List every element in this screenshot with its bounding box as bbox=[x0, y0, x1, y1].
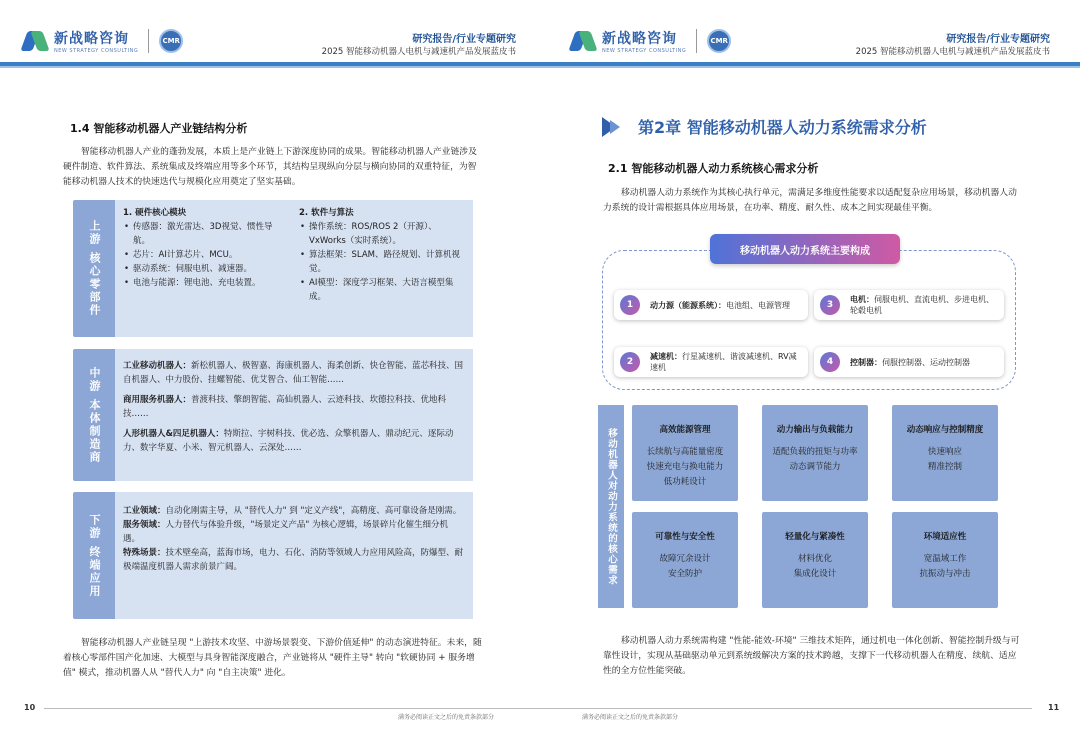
cmr-badge-icon: CMR bbox=[159, 29, 183, 53]
header-subtitle: 2025 智能移动机器人电机与减速机产品发展蓝皮书 bbox=[321, 47, 516, 57]
list-item: • 驱动系统：伺服电机、减速器。 bbox=[123, 262, 289, 276]
downstream-body bbox=[115, 492, 473, 619]
right-page bbox=[540, 0, 1080, 732]
header-title: 研究报告/行业专题研究 bbox=[412, 34, 516, 45]
number-badge: 3 bbox=[820, 295, 840, 315]
logo-mark-icon bbox=[572, 31, 596, 51]
logo-divider bbox=[148, 29, 149, 53]
midstream-body bbox=[115, 349, 473, 481]
downstream-line: 工业领域：自动化刚需主导，从 "替代人力" 到 "定义产线"，高精度、高可靠设备是刚需。 bbox=[123, 506, 462, 516]
downstream-label: 下游 终端应用 bbox=[88, 513, 101, 598]
cmr-badge-icon: CMR bbox=[707, 29, 731, 53]
header-bar-light bbox=[0, 66, 540, 68]
list-item: • AI模型：深度学习框架、大语言模型集成。 bbox=[299, 276, 465, 304]
page-number: 11 bbox=[1048, 703, 1060, 712]
component-power-source: 1 动力源（能源系统）：电池组、电源管理 bbox=[614, 290, 808, 320]
logo-divider bbox=[696, 29, 697, 53]
card-title: 环境适应性 bbox=[923, 532, 967, 542]
card-title: 可靠性与安全性 bbox=[655, 532, 715, 542]
list-item: • 算法框架：SLAM、路径规划、计算机视觉。 bbox=[299, 248, 465, 276]
need-card: 环境适应性 宽温域工作 抗振动与冲击 bbox=[892, 512, 998, 608]
need-card: 动态响应与控制精度 快速响应 精准控制 bbox=[892, 405, 998, 501]
core-needs-label: 移动机器人对动力系统的核心需求 bbox=[598, 405, 624, 608]
conclusion-paragraph: 移动机器人动力系统需构建 "性能-能效-环境" 三维技术矩阵，通过机电一体化创新、智能控制升级与可靠性设计，实现从基础驱动单元到系统级解决方案的技术跨越，支撑下一代移动机器人在精度、续航、适应性的全方位性能突破。 bbox=[603, 636, 1020, 676]
number-badge: 2 bbox=[620, 352, 640, 372]
downstream-line: 服务领域：人力替代与体验升级，"场景定义产品" 为核心逻辑，场景碎片化催生细分机遇。 bbox=[123, 520, 449, 544]
need-card: 轻量化与紧凑性 材料优化 集成化设计 bbox=[762, 512, 868, 608]
intro-paragraph: 移动机器人动力系统作为其核心执行单元，需满足多维度性能要求以适配复杂应用场景，移动机器人动力系统的设计需根据具体应用场景，在功率、精度、耐久性、成本之间实现最佳平衡。 bbox=[603, 188, 1017, 213]
need-card: 高效能源管理 长续航与高能量密度 快速充电与换电能力 低功耗设计 bbox=[632, 405, 738, 501]
logo-subtext: NEW STRATEGY CONSULTING bbox=[54, 48, 139, 54]
logo-mark-icon bbox=[24, 31, 48, 51]
footnote: 满务必阅读正文之后的免责条款部分 bbox=[582, 714, 679, 721]
downstream-line: 特殊场景：技术壁垒高，蓝海市场，电力、石化、消防等领域人力应用风险高，防爆型、耐极端温度机器人需求前景广阔。 bbox=[123, 548, 464, 572]
section-title: 2.1 智能移动机器人动力系统核心需求分析 bbox=[608, 162, 819, 175]
header-subtitle: 2025 智能移动机器人电机与减速机产品发展蓝皮书 bbox=[855, 47, 1050, 57]
need-card: 可靠性与安全性 故障冗余设计 安全防护 bbox=[632, 512, 738, 608]
component-reducer: 2 减速机：行星减速机、谐波减速机、RV减速机 bbox=[614, 347, 808, 377]
card-title: 轻量化与紧凑性 bbox=[785, 532, 845, 542]
list-item: • 电池与能源：锂电池、充电装置。 bbox=[123, 276, 289, 290]
component-motor: 3 电机：伺服电机、直流电机、步进电机、轮毂电机 bbox=[814, 290, 1004, 320]
software-heading: 2. 软件与算法 bbox=[299, 208, 354, 218]
chapter-heading bbox=[602, 115, 927, 138]
number-badge: 1 bbox=[620, 295, 640, 315]
header-bar-light bbox=[540, 66, 1080, 68]
midstream-line: 人形机器人&四足机器人：特斯拉、宇树科技、优必选、众擎机器人、鼎动纪元、逐际动力、数字华夏、小米、智元机器人、云深处…… bbox=[123, 429, 454, 453]
midstream-line: 商用服务机器人：普渡科技、擎朗智能、高仙机器人、云迹科技、坎德拉科技、优地科技…… bbox=[123, 395, 447, 419]
footer-divider bbox=[540, 708, 1032, 709]
intro-paragraph: 智能移动机器人产业的蓬勃发展，本质上是产业链上下游深度协同的成果。智能移动机器人产业链涉及硬件制造、软件算法、系统集成及终端应用等多个环节，其结构呈现纵向分层与横向协同的双重特征，为智能移动机器人技术的快速迭代与规模化应用奠定了坚实基础。 bbox=[63, 147, 477, 187]
hardware-heading: 1. 硬件核心模块 bbox=[123, 208, 187, 218]
card-title: 高效能源管理 bbox=[659, 425, 711, 435]
logo-text: 新战略咨询 bbox=[602, 31, 677, 47]
midstream-label: 中游 本体制造商 bbox=[88, 366, 101, 464]
list-item: • 传感器：激光雷达、3D视觉、惯性导航。 bbox=[123, 220, 289, 248]
midstream-row bbox=[73, 349, 473, 481]
list-item: • 操作系统：ROS/ROS 2（开源）、VxWorks（实时系统）。 bbox=[299, 220, 465, 248]
logo-subtext: NEW STRATEGY CONSULTING bbox=[602, 48, 687, 54]
upstream-body bbox=[115, 200, 473, 337]
footer-divider bbox=[44, 708, 540, 709]
page-number: 10 bbox=[24, 703, 36, 712]
upstream-label: 上游 核心零部件 bbox=[88, 220, 101, 317]
footnote: 满务必阅读正文之后的免责条款部分 bbox=[398, 714, 495, 721]
card-title: 动态响应与控制精度 bbox=[906, 425, 984, 435]
need-card: 动力输出与负载能力 适配负载的扭矩与功率 动态调节能力 bbox=[762, 405, 868, 501]
downstream-row bbox=[73, 492, 473, 619]
brand-logo bbox=[24, 28, 183, 54]
brand-logo bbox=[572, 28, 731, 54]
midstream-line: 工业移动机器人：新松机器人、极智嘉、海康机器人、海柔创新、快仓智能、蓝芯科技、国自机器人、中力股份、挂螺智能、优艾智合、仙工智能…… bbox=[123, 361, 464, 385]
section-title: 1.4 智能移动机器人产业链结构分析 bbox=[70, 122, 248, 135]
number-badge: 4 bbox=[820, 352, 840, 372]
component-controller: 4 控制器：伺服控制器、运动控制器 bbox=[814, 347, 1004, 377]
play-arrow-icon bbox=[602, 117, 626, 137]
list-item: • 芯片：AI计算芯片、MCU。 bbox=[123, 248, 289, 262]
upstream-row bbox=[73, 200, 473, 337]
diagram-title: 移动机器人动力系统主要构成 bbox=[710, 234, 900, 264]
logo-text: 新战略咨询 bbox=[54, 31, 129, 47]
header-title: 研究报告/行业专题研究 bbox=[946, 34, 1050, 45]
conclusion-paragraph: 智能移动机器人产业链呈现 "上游技术攻坚、中游场景裂变、下游价值延伸" 的动态演进特征。未来，随着核心零部件国产化加速、大模型与具身智能深度融合，产业链将从 "硬件主导" 转向 "软硬协同 + 服务增值" 模式，推动机器人从 "替代人力" 向 "自主决策" 进化。 bbox=[63, 638, 482, 678]
chapter-title: 第2章 智能移动机器人动力系统需求分析 bbox=[638, 118, 927, 137]
card-title: 动力输出与负载能力 bbox=[776, 425, 854, 435]
